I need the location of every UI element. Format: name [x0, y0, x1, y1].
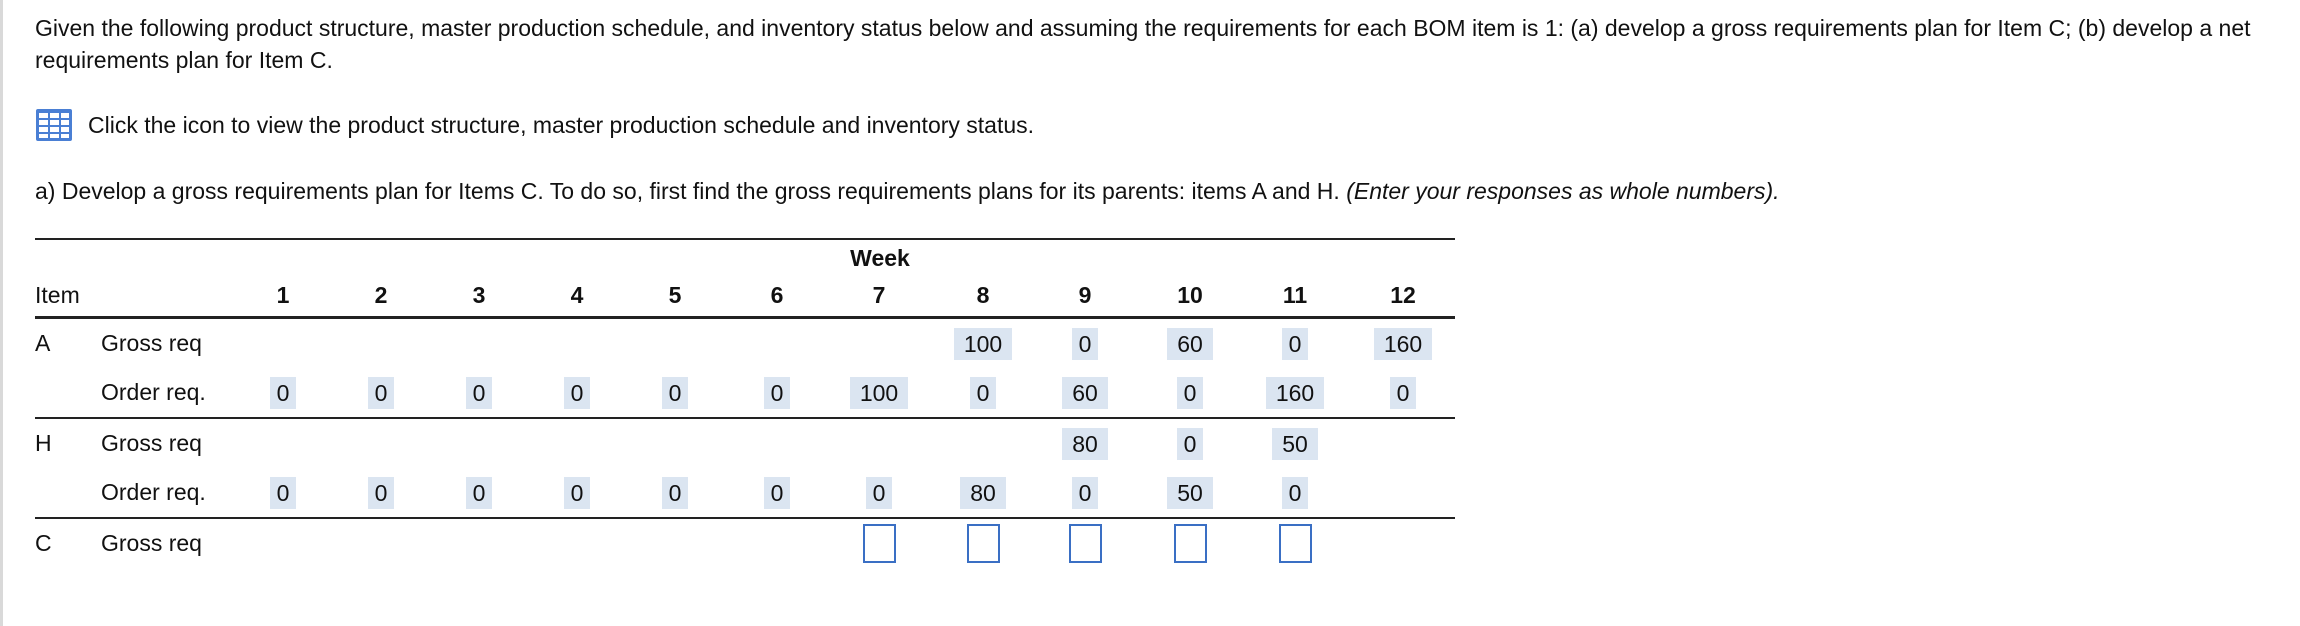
table-cell — [1363, 377, 1443, 409]
cell-value: 50 — [1272, 428, 1318, 460]
view-data-row — [35, 108, 1034, 142]
table-cell — [1045, 328, 1125, 360]
answer-cell-week-10 — [1150, 524, 1230, 563]
week-header-8: 8 — [976, 281, 990, 308]
answer-cell-week-8 — [943, 524, 1023, 563]
cell-value: 160 — [1374, 328, 1432, 360]
cell-value: 0 — [1177, 428, 1203, 460]
answer-cell-week-7 — [839, 524, 919, 563]
week-header-7: 7 — [872, 281, 886, 308]
table-cell — [737, 477, 817, 509]
table-cell — [635, 377, 715, 409]
c-gross-req-input-week-9[interactable] — [1069, 524, 1102, 563]
table-cell — [839, 377, 919, 409]
table-header — [35, 240, 1455, 316]
c-gross-req-input-week-10[interactable] — [1174, 524, 1207, 563]
table-cell — [1045, 428, 1125, 460]
left-border — [0, 0, 3, 626]
cell-value: 0 — [564, 477, 590, 509]
mrp-table — [35, 238, 1455, 568]
cell-value: 0 — [270, 377, 296, 409]
table-cell — [439, 377, 519, 409]
c-gross-req-input-week-8[interactable] — [967, 524, 1000, 563]
cell-value: 80 — [960, 477, 1006, 509]
table-cell — [1150, 377, 1230, 409]
table-cell — [635, 477, 715, 509]
row-label: Gross req — [101, 530, 202, 556]
table-cell — [1150, 328, 1230, 360]
week-header-4: 4 — [570, 281, 584, 308]
table-cell — [1045, 477, 1125, 509]
row-label: Gross req — [101, 430, 202, 456]
table-row — [35, 368, 1455, 417]
table-cell — [341, 377, 421, 409]
cell-value: 0 — [1282, 328, 1308, 360]
week-header-9: 9 — [1078, 281, 1092, 308]
cell-value: 0 — [764, 377, 790, 409]
cell-value: 0 — [466, 477, 492, 509]
row-item: H — [35, 430, 52, 456]
week-header-12: 12 — [1390, 281, 1416, 308]
cell-value: 100 — [954, 328, 1012, 360]
answer-cell-week-9 — [1045, 524, 1125, 563]
cell-value: 0 — [662, 377, 688, 409]
c-gross-req-input-week-7[interactable] — [863, 524, 896, 563]
cell-value: 80 — [1062, 428, 1108, 460]
week-header-2: 2 — [374, 281, 388, 308]
table-cell — [537, 477, 617, 509]
cell-value: 0 — [368, 377, 394, 409]
cell-value: 0 — [1390, 377, 1416, 409]
table-cell — [243, 477, 323, 509]
cell-value: 0 — [270, 477, 296, 509]
table-cell — [1150, 477, 1230, 509]
table-row — [35, 419, 1455, 468]
week-header-11: 11 — [1282, 281, 1308, 308]
table-cell — [537, 377, 617, 409]
table-row — [35, 319, 1455, 368]
week-header-3: 3 — [472, 281, 486, 308]
week-label: Week — [850, 245, 910, 271]
cell-value: 160 — [1266, 377, 1324, 409]
table-cell — [341, 477, 421, 509]
row-item: C — [35, 530, 52, 556]
week-header-10: 10 — [1177, 281, 1203, 308]
table-row — [35, 468, 1455, 517]
cell-value: 0 — [1282, 477, 1308, 509]
grid-table-icon[interactable] — [35, 108, 73, 142]
cell-value: 0 — [764, 477, 790, 509]
part-a-note: (Enter your responses as whole numbers). — [1346, 178, 1780, 204]
cell-value: 0 — [662, 477, 688, 509]
cell-value: 100 — [850, 377, 908, 409]
table-cell — [1255, 328, 1335, 360]
table-cell — [943, 377, 1023, 409]
cell-value: 0 — [1177, 377, 1203, 409]
table-cell — [839, 477, 919, 509]
part-a-instruction — [35, 178, 1780, 205]
table-cell — [439, 477, 519, 509]
week-header-5: 5 — [668, 281, 682, 308]
table-cell — [1255, 428, 1335, 460]
table-cell — [1255, 377, 1335, 409]
cell-value: 60 — [1167, 328, 1213, 360]
answer-cell-week-11 — [1255, 524, 1335, 563]
table-cell — [943, 477, 1023, 509]
table-cell — [1045, 377, 1125, 409]
question-intro: Given the following product structure, master production schedule, and inventory status below and assuming the requirements for each BOM item is 1: (a) develop a gross requirements plan for Item C; (b) develop a net requirements plan for Item C. — [35, 15, 2251, 73]
cell-value: 0 — [970, 377, 996, 409]
row-item: A — [35, 330, 51, 356]
part-a-main: a) Develop a gross requirements plan for Items C. To do so, first find the gross requirements plans for its parents: items A and H. — [35, 178, 1340, 204]
table-cell — [243, 377, 323, 409]
cell-value: 0 — [564, 377, 590, 409]
row-label: Order req. — [101, 379, 206, 405]
cell-value: 0 — [1072, 477, 1098, 509]
cell-value: 0 — [466, 377, 492, 409]
row-label: Gross req — [101, 330, 202, 356]
table-cell — [1150, 428, 1230, 460]
cell-value: 0 — [866, 477, 892, 509]
cell-value: 0 — [368, 477, 394, 509]
table-cell — [737, 377, 817, 409]
table-cell — [943, 328, 1023, 360]
week-header-6: 6 — [770, 281, 784, 308]
week-header-1: 1 — [276, 281, 290, 308]
icon-prompt-text: Click the icon to view the product structure, master production schedule and inventory status. — [88, 111, 1035, 138]
cell-value: 50 — [1167, 477, 1213, 509]
item-header: Item — [35, 281, 80, 308]
table-row — [35, 519, 1455, 568]
table-cell — [1255, 477, 1335, 509]
cell-value: 60 — [1062, 377, 1108, 409]
cell-value: 0 — [1072, 328, 1098, 360]
c-gross-req-input-week-11[interactable] — [1279, 524, 1312, 563]
row-label: Order req. — [101, 479, 206, 505]
table-cell — [1363, 328, 1443, 360]
